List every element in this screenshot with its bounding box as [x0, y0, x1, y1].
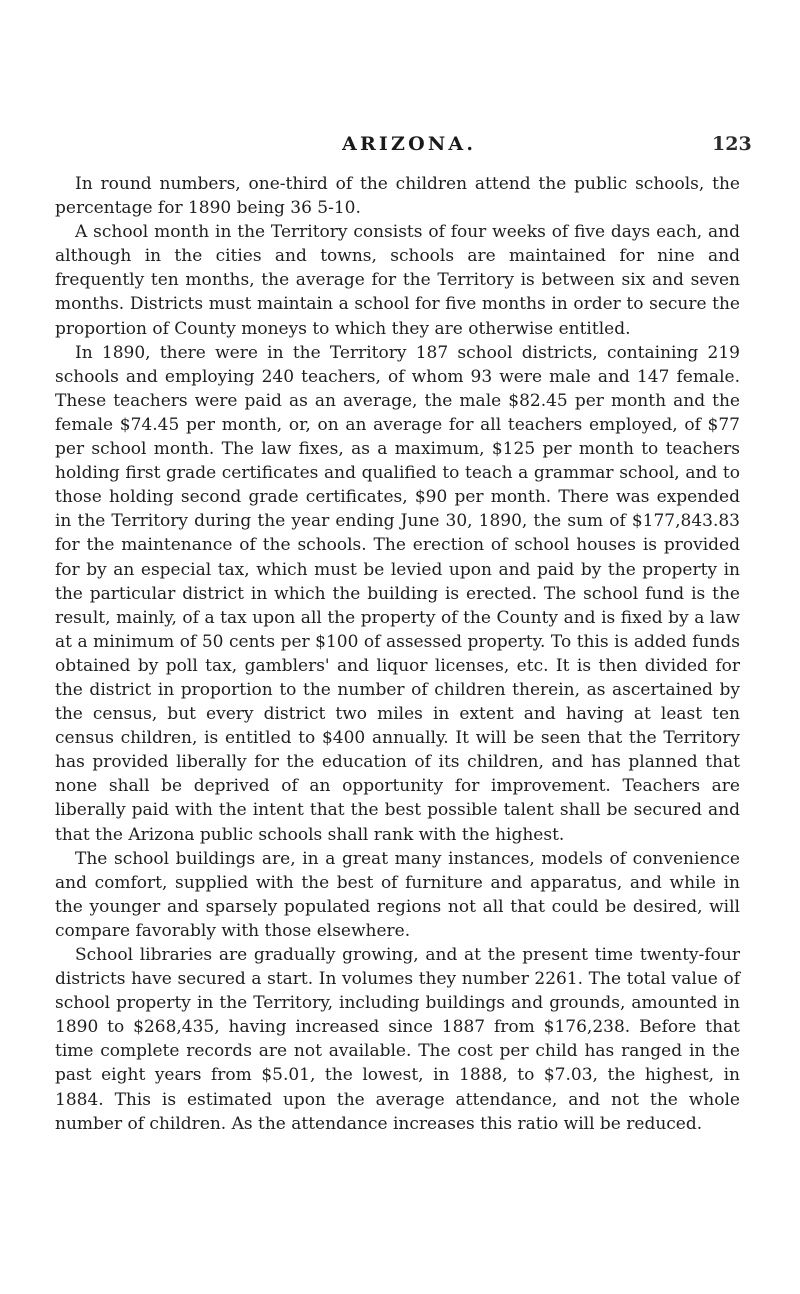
- paragraph: School libraries are gradually growing, and at the present time twenty-four districts have secured a start. In volumes they number 2261. The total value of school property in the Territory, including buildings and grounds, amounted in 1890 to $268,435, having increased since 1887 from $176,238. Before that time complete records are not available. The cost per child has ranged in the past eight years from $5.01, the lowest, in 1888, to $7.03, the highest, in 1884. This is estimated upon the average attendance, and not the whole number of children. As the attendance increases this ratio will be reduced.: [55, 945, 740, 1134]
- paragraph: The school buildings are, in a great many instances, models of convenience and comfort, supplied with the best of furniture and apparatus, and while in the younger and sparsely populated regions not all that could be desired, will compare favorably with those elsewhere.: [55, 848, 740, 941]
- page-number: 123: [712, 133, 752, 155]
- running-header: [0, 133, 800, 161]
- paragraph: In round numbers, one-third of the children attend the public schools, the percentage for 1890 being 36 5-10.: [55, 174, 740, 219]
- running-title: ARIZONA.: [342, 133, 477, 155]
- paragraph: A school month in the Territory consists of four weeks of five days each, and although in the cities and towns, schools are maintained for nine and frequently ten months, the average for the Territory is between six and seven months. Districts must maintain a school for five months in order to secure the proportion of County moneys to which they are otherwise entitled.: [55, 222, 740, 339]
- paragraph: In 1890, there were in the Territory 187 school districts, containing 219 schools and employing 240 teachers, of whom 93 were male and 147 female. These teachers were paid as an average, the male $82.45 per month and the female $74.45 per month, or, on an average for all teachers employed, of $77 per school month. The law fixes, as a maximum, $125 per month to teachers holding first grade certificates and qualified to teach a grammar school, and to those holding second grade certificates, $90 per month. There was expended in the Territory during the year ending June 30, 1890, the sum of $177,843.83 for the maintenance of the schools. The erection of school houses is provided for by an especial tax, which must be levied upon and paid by the property in the particular district in which the building is erected. The school fund is the result, mainly, of a tax upon all the property of the County and is fixed by a law at a minimum of 50 cents per $100 of assessed property. To this is added funds obtained by poll tax, gamblers' and liquor licenses, etc. It is then divided for the district in proportion to the number of children therein, as ascertained by the census, but every district two miles in extent and having at least ten census children, is entitled to $400 annually. It will be seen that the Territory has provided liberally for the education of its children, and has planned that none shall be deprived of an opportunity for improvement. Teachers are liberally paid with the intent that the best possible talent shall be secured and that the Arizona public schools shall rank with the highest.: [55, 342, 740, 845]
- body-text: [55, 172, 740, 1136]
